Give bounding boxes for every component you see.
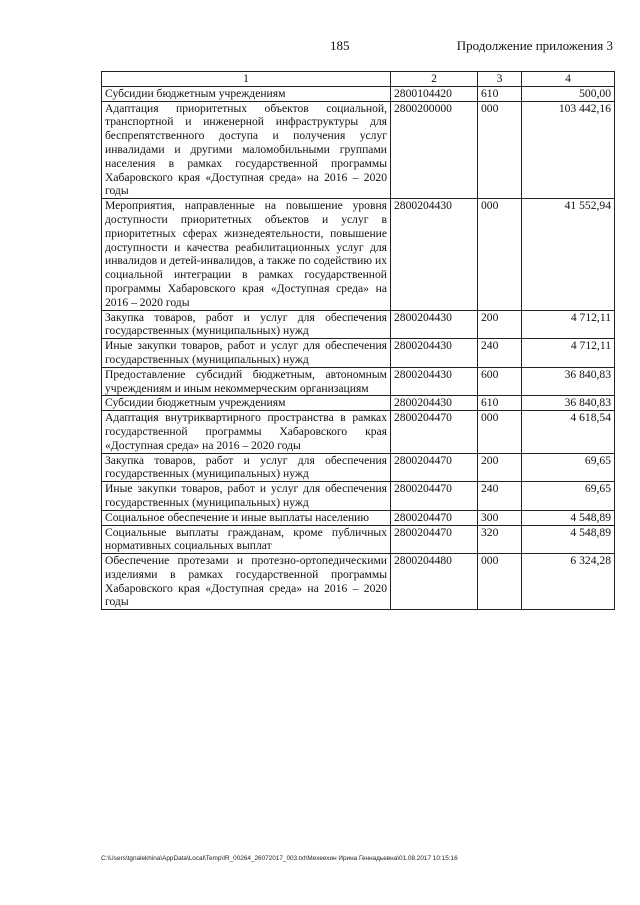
row-expense-type-cell: 200: [478, 310, 522, 339]
row-name-cell: Субсидии бюджетным учреждениям: [102, 396, 391, 411]
row-code-cell: 2800204470: [391, 453, 478, 482]
row-name-cell: Иные закупки товаров, работ и услуг для обеспечения государственных (муниципальных) нужд: [102, 339, 391, 368]
row-code-cell: 2800204470: [391, 525, 478, 554]
row-code-cell: 2800204470: [391, 411, 478, 453]
row-amount-cell: 500,00: [522, 86, 615, 101]
row-expense-type-cell: 240: [478, 339, 522, 368]
table-row: [102, 199, 615, 310]
table-row: [102, 482, 615, 511]
table-row: [102, 339, 615, 368]
row-expense-type-cell: 000: [478, 101, 522, 199]
row-name-cell: Адаптация приоритетных объектов социальной, транспортной и инженерной инфраструктуры для беспрепятственного доступа и получения услуг инвалидами и другими маломобильными группами населения в рамках государственной программы Хабаровского края «Доступная среда» на 2016 – 2020 годы: [102, 101, 391, 199]
row-code-cell: 2800200000: [391, 101, 478, 199]
row-amount-cell: 103 442,16: [522, 101, 615, 199]
row-name-cell: Обеспечение протезами и протезно-ортопедическими изделиями в рамках государственной программы Хабаровского края «Доступная среда» на 2016 – 2020 годы: [102, 554, 391, 610]
row-expense-type-cell: 000: [478, 554, 522, 610]
column-number-row: [102, 72, 615, 87]
row-amount-cell: 6 324,28: [522, 554, 615, 610]
row-code-cell: 2800104420: [391, 86, 478, 101]
table-row: [102, 411, 615, 453]
row-expense-type-cell: 300: [478, 510, 522, 525]
column-header-code: 2: [391, 72, 478, 87]
row-name-cell: Закупка товаров, работ и услуг для обеспечения государственных (муниципальных) нужд: [102, 453, 391, 482]
row-name-cell: Адаптация внутриквартирного пространства в рамках государственной программы Хабаровского края «Доступная среда» на 2016 – 2020 годы: [102, 411, 391, 453]
row-amount-cell: 69,65: [522, 482, 615, 511]
column-header-expense-type: 3: [478, 72, 522, 87]
row-code-cell: 2800204430: [391, 310, 478, 339]
table-row: [102, 525, 615, 554]
row-code-cell: 2800204430: [391, 339, 478, 368]
row-name-cell: Социальные выплаты гражданам, кроме публичных нормативных социальных выплат: [102, 525, 391, 554]
row-code-cell: 2800204480: [391, 554, 478, 610]
table-row: [102, 86, 615, 101]
row-expense-type-cell: 200: [478, 453, 522, 482]
table-row: [102, 510, 615, 525]
row-expense-type-cell: 000: [478, 411, 522, 453]
row-expense-type-cell: 320: [478, 525, 522, 554]
row-code-cell: 2800204470: [391, 482, 478, 511]
budget-table-body: [102, 72, 615, 610]
table-row: [102, 453, 615, 482]
row-name-cell: Предоставление субсидий бюджетным, автономным учреждениям и иным некоммерческим организациям: [102, 367, 391, 396]
table-row: [102, 101, 615, 199]
row-expense-type-cell: 610: [478, 396, 522, 411]
row-amount-cell: 36 840,83: [522, 396, 615, 411]
row-amount-cell: 41 552,94: [522, 199, 615, 310]
row-code-cell: 2800204470: [391, 510, 478, 525]
row-code-cell: 2800204430: [391, 199, 478, 310]
row-expense-type-cell: 600: [478, 367, 522, 396]
row-amount-cell: 36 840,83: [522, 367, 615, 396]
row-amount-cell: 4 548,89: [522, 525, 615, 554]
page-number: 185: [330, 38, 350, 53]
footer-file-path: C:\Users\tgnalekhina\AppData\Local\Temp\IR_00264_26072017_003.txt\Мехеехин Ирина Геннадьевна\01.08.2017 10:15:16: [101, 855, 458, 862]
row-name-cell: Субсидии бюджетным учреждениям: [102, 86, 391, 101]
row-code-cell: 2800204430: [391, 396, 478, 411]
table-row: [102, 554, 615, 610]
table-row: [102, 310, 615, 339]
row-name-cell: Социальное обеспечение и иные выплаты населению: [102, 510, 391, 525]
row-expense-type-cell: 610: [478, 86, 522, 101]
row-amount-cell: 4 618,54: [522, 411, 615, 453]
row-code-cell: 2800204430: [391, 367, 478, 396]
column-header-amount: 4: [522, 72, 615, 87]
row-amount-cell: 4 548,89: [522, 510, 615, 525]
row-amount-cell: 4 712,11: [522, 310, 615, 339]
row-name-cell: Мероприятия, направленные на повышение уровня доступности приоритетных объектов и услуг в приоритетных сферах жизнедеятельности, повышение доступности и качества реабилитационных услуг для инвалидов и детей-инвалидов, а также по содействию их социальной интеграции в рамках государственной программы Хабаровского края «Доступная среда» на 2016 – 2020 годы: [102, 199, 391, 310]
budget-table: [101, 71, 615, 610]
row-expense-type-cell: 240: [478, 482, 522, 511]
table-row: [102, 367, 615, 396]
appendix-continuation-label: Продолжение приложения 3: [456, 38, 613, 53]
row-amount-cell: 4 712,11: [522, 339, 615, 368]
row-name-cell: Иные закупки товаров, работ и услуг для обеспечения государственных (муниципальных) нужд: [102, 482, 391, 511]
row-name-cell: Закупка товаров, работ и услуг для обеспечения государственных (муниципальных) нужд: [102, 310, 391, 339]
table-row: [102, 396, 615, 411]
row-amount-cell: 69,65: [522, 453, 615, 482]
column-header-name: 1: [102, 72, 391, 87]
row-expense-type-cell: 000: [478, 199, 522, 310]
